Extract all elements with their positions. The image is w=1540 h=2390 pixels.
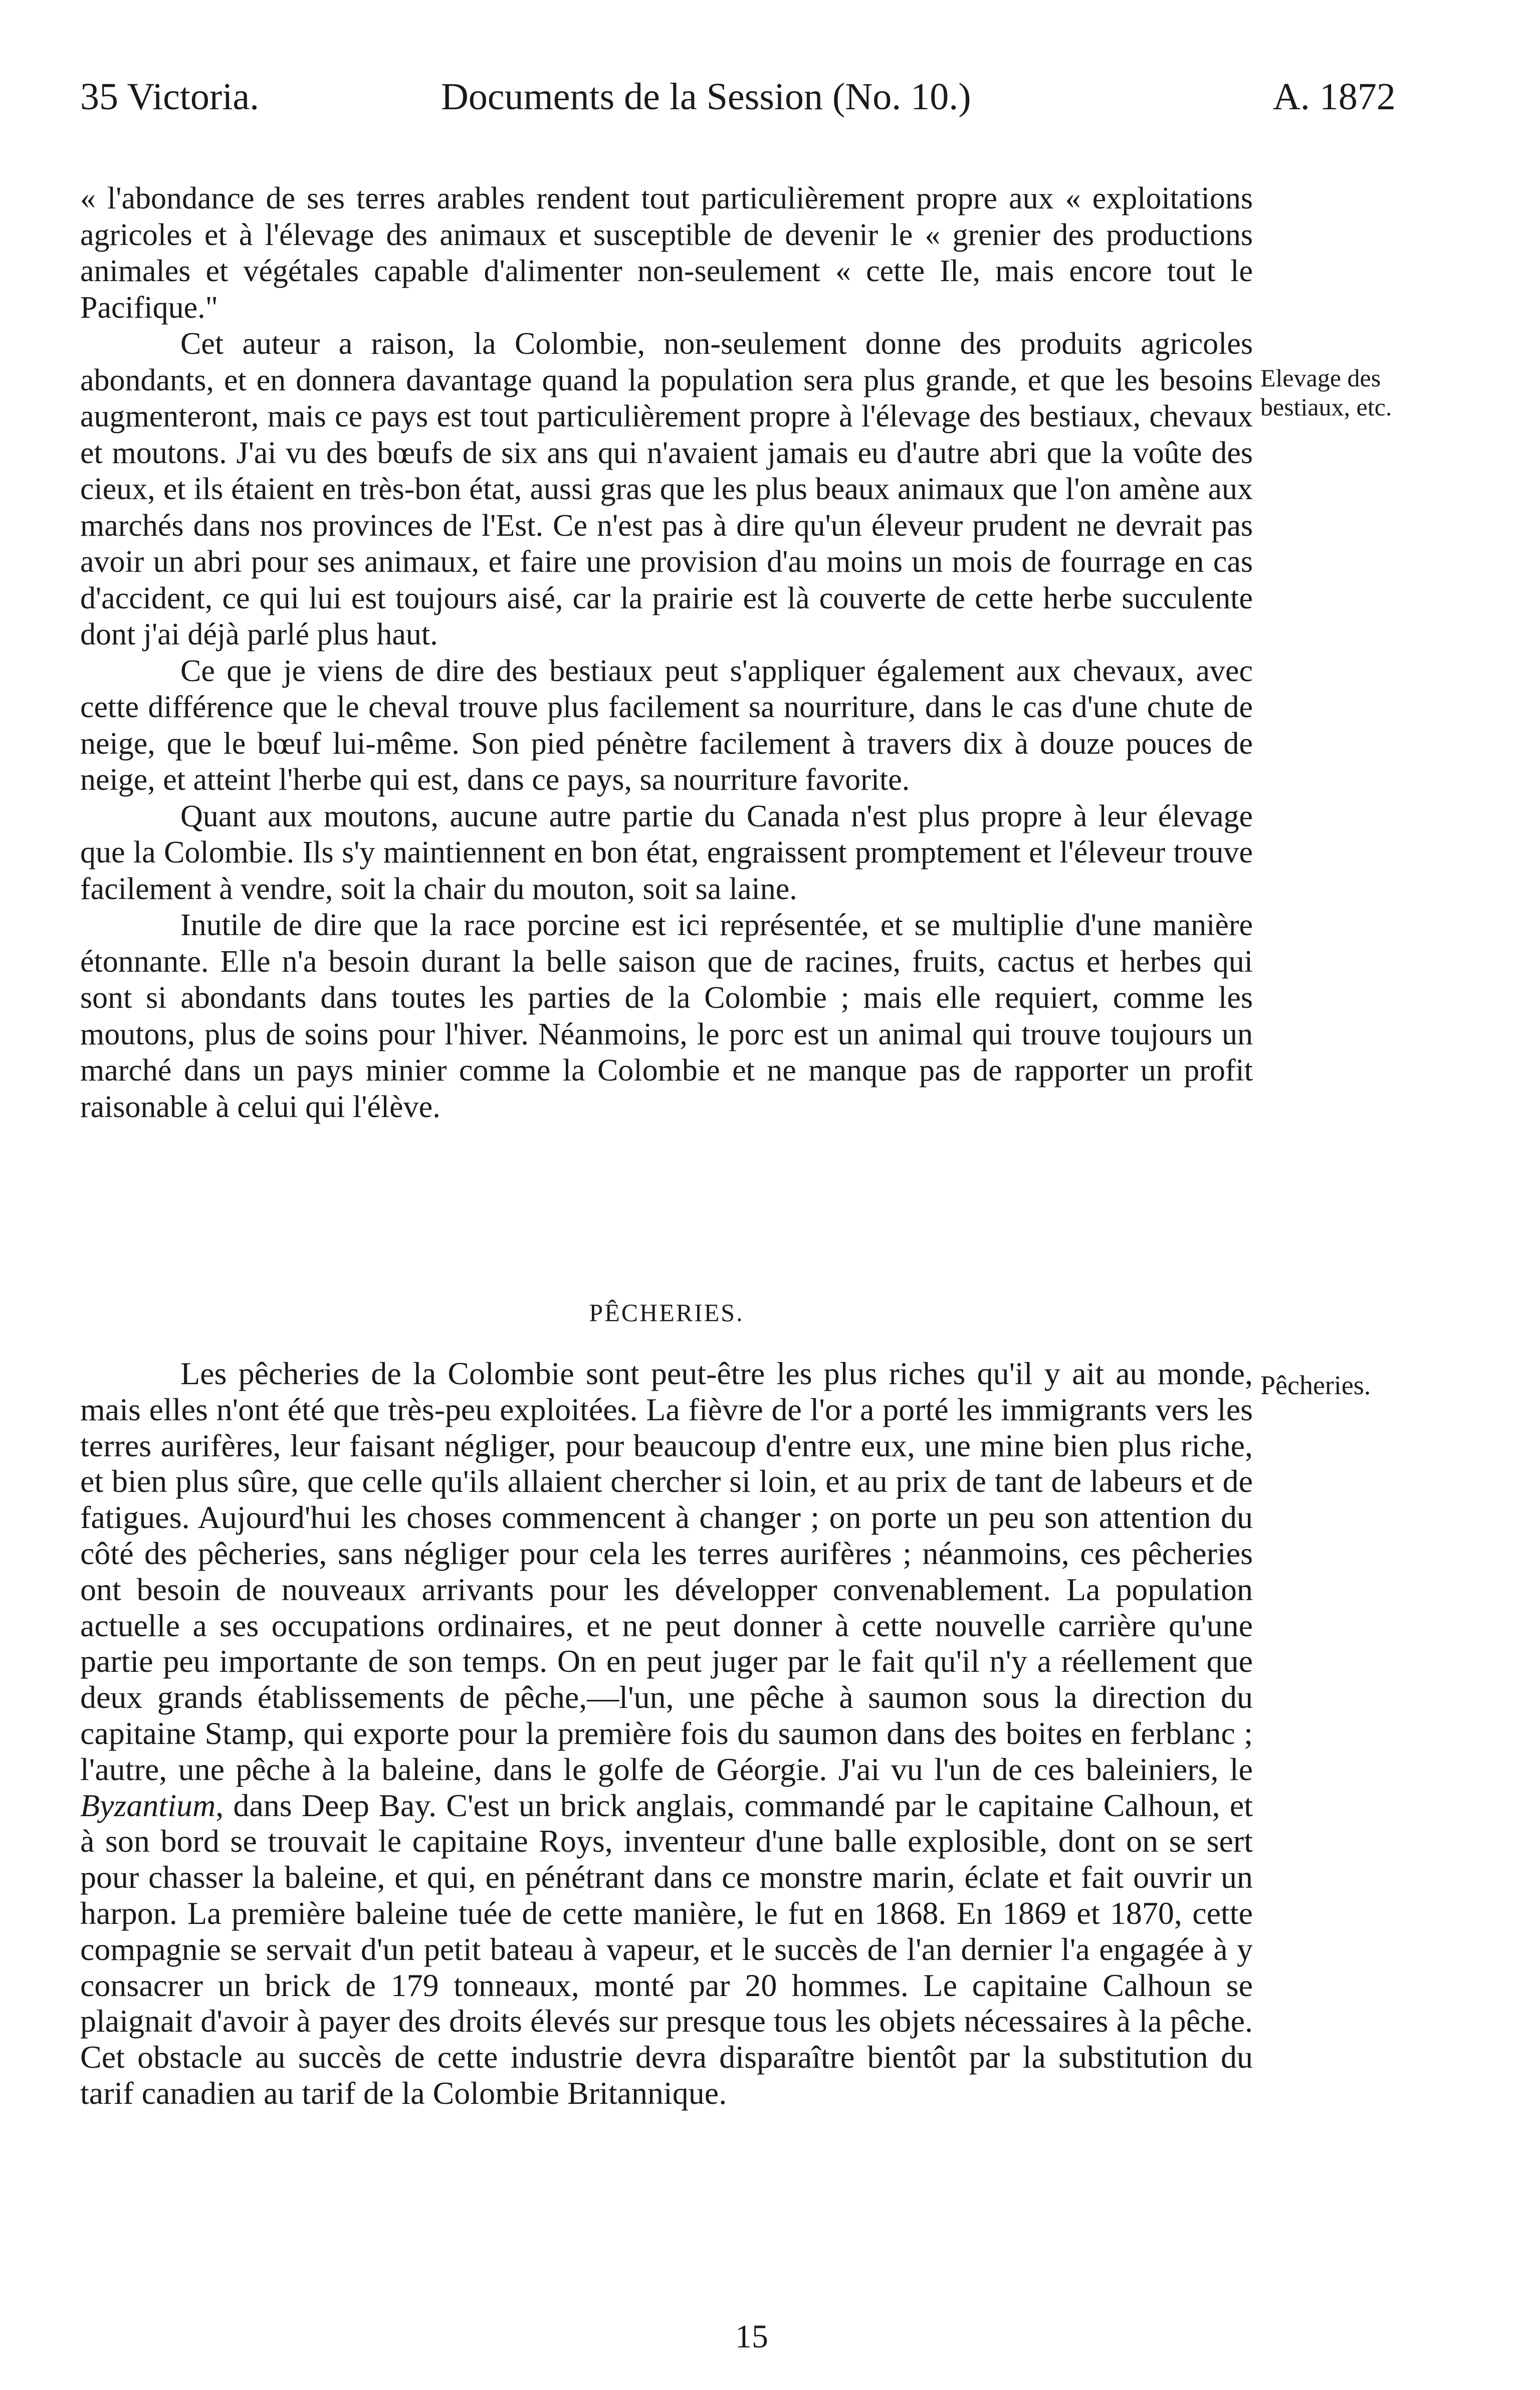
margin-note-elevage: Elevage des bestiaux, etc. [1260, 364, 1392, 421]
paragraph: Cet auteur a raison, la Colombie, non-seulement donne des produits agricoles abondants, et en donnera davantage quand la population sera plus grande, et que les besoins augmenteront, mais ce pays est tout particulièrement propre à l'élevage des bestiaux, chevaux et moutons. J'ai vu des bœufs de six ans qui n'avaient jamais eu d'autre abri que la voûte des cieux, et ils étaient en très-bon état, aussi gras que les plus beaux animaux que l'on amène aux marchés dans nos provinces de l'Est. Ce n'est pas à dire qu'un éleveur prudent ne devrait pas avoir un abri pour ses animaux, et faire une provision d'au moins un mois de fourrage en cas d'accident, ce qui lui est toujours aisé, car la prairie est là couverte de cette herbe succulente dont j'ai déjà parlé plus haut. [80, 327, 1253, 651]
paragraph-text: , dans Deep Bay. C'est un brick anglais, commandé par le capitaine Calhoun, et à son bord se trouvait le capitaine Roys, inventeur d'une balle explosible, dont on se sert pour chasser la baleine, et qui, en pénétrant dans ce monstre marin, éclate et fait ouvrir un harpon. La première baleine tuée de cette manière, le fut en 1868. En 1869 et 1870, cette compagnie se servait d'un petit bateau à vapeur, et le succès de l'an dernier l'a engagée à y consacrer un brick de 179 tonneaux, monté par 20 hommes. Le capitaine Calhoun se plaignait d'avoir à payer des droits élevés sur presque tous les objets nécessaires à la pêche. Cet obstacle au succès de cette industrie devra disparaître bientôt par la substitution du tarif canadien au tarif de la Colombie Britannique. [80, 1787, 1253, 2111]
paragraph: Quant aux moutons, aucune autre partie du Canada n'est plus propre à leur élevage que la Colombie. Ils s'y maintiennent en bon état, engraissent promptement et l'éleveur trouve facilement à vendre, soit la chair du mouton, soit sa laine. [80, 799, 1253, 906]
paragraph-text: Les pêcheries de la Colombie sont peut-être les plus riches qu'il y ait au monde, mais elles n'ont été que très-peu exploitées. La fièvre de l'or a porté les immigrants vers les terres aurifères, leur faisant négliger, pour beaucoup d'entre eux, une mine bien plus riche, et bien plus sûre, que celle qu'ils allaient chercher si loin, et au prix de tant de labeurs et de fatigues. Aujourd'hui les choses commencent à changer ; on porte un peu son attention du côté des pêcheries, sans négliger pour cela les terres aurifères ; néanmoins, ces pêcheries ont besoin de nouveaux arrivants pour les développer convenablement. La population actuelle a ses occupations ordinaires, et ne peut donner à cette nouvelle carrière qu'une partie peu importante de son temps. On en peut juger par le fait qu'il n'y a réellement que deux grands établissements de pêche,—l'un, une pêche à saumon sous la direction du capitaine Stamp, qui exporte pour la première fois du saumon dans des boites en ferblanc ; l'autre, une pêche à la baleine, dans le golfe de Géorgie. J'ai vu l'un de ces baleiniers, le [80, 1356, 1253, 1787]
ship-name: Byzantium [80, 1787, 216, 1823]
section-elevage [80, 180, 1253, 1125]
quoted-passage: « l'abondance de ses terres arables rendent tout particulièrement propre aux « exploitations agricoles et à l'élevage des animaux et susceptible de devenir le « grenier des productions animales et végétales capable d'alimenter non-seulement « cette Ile, mais encore tout le Pacifique." [80, 181, 1253, 325]
header-title: Documents de la Session (No. 10.) [441, 76, 971, 118]
page-number: 15 [735, 2318, 768, 2355]
section-heading: PÊCHERIES. [589, 1298, 744, 1327]
running-header [80, 75, 1483, 140]
header-year: A. 1872 [1273, 76, 1396, 118]
paragraph: Inutile de dire que la race porcine est ici représentée, et se multiplie d'une manière étonnante. Elle n'a besoin durant la belle saison que de racines, fruits, cactus et herbes qui sont si abondants dans toutes les parties de la Colombie ; mais elle requiert, comme les moutons, plus de soins pour l'hiver. Néanmoins, le porc est un animal qui trouve toujours un marché dans un pays minier comme la Colombie et ne manque pas de rapporter un profit raisonable à celui qui l'élève. [80, 908, 1253, 1124]
paragraph: Ce que je viens de dire des bestiaux peut s'appliquer également aux chevaux, avec cette différence que le cheval trouve plus facilement sa nourriture, dans le cas d'une chute de neige, que le bœuf lui-même. Son pied pénètre facilement à travers dix à douze pouces de neige, et atteint l'herbe qui est, dans ce pays, sa nourriture favorite. [80, 654, 1253, 797]
paragraph [80, 1356, 1253, 2111]
header-volume: 35 Victoria. [80, 76, 260, 118]
margin-note-pecheries: Pêcheries. [1260, 1370, 1371, 1400]
section-pecheries [80, 1356, 1253, 2111]
